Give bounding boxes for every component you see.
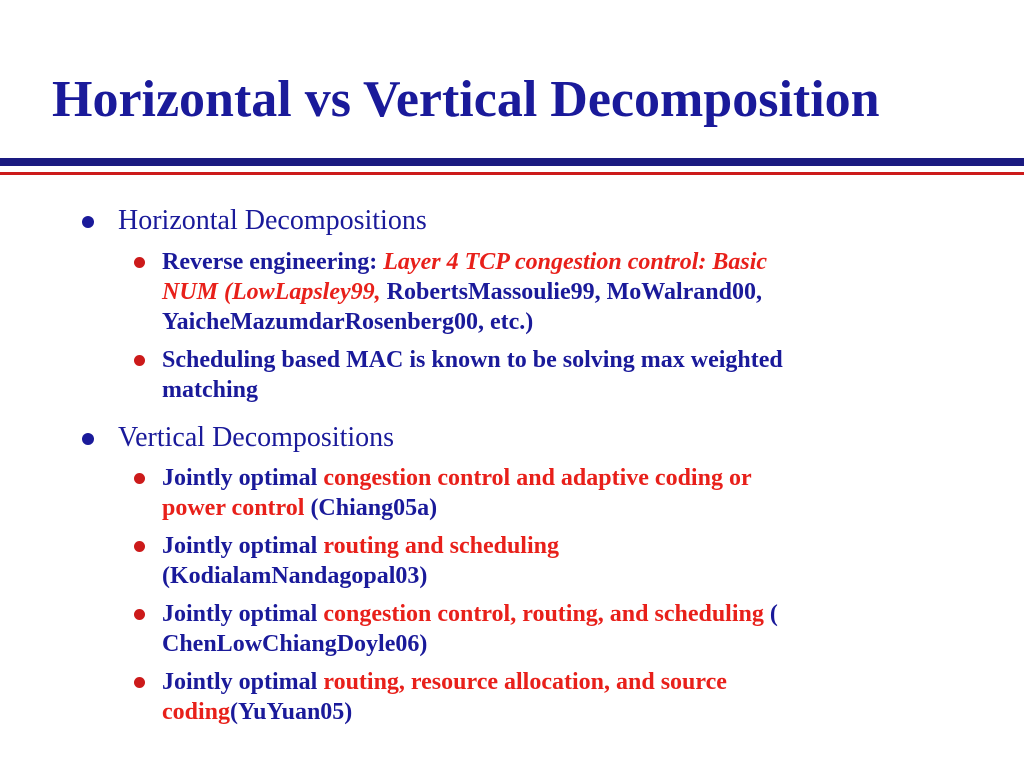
slide-title: Horizontal vs Vertical Decomposition [52, 71, 880, 128]
item-text: (YuYuan05) [230, 699, 353, 725]
list-item [162, 345, 992, 405]
item-text-red: routing, resource allocation, and source [323, 669, 727, 695]
item-text: ChenLowChiangDoyle06) [162, 631, 428, 657]
list-item [162, 599, 992, 659]
item-text-red: routing and scheduling [323, 533, 559, 559]
item-text-italic-b: : Basic [698, 249, 768, 275]
item-text-red: coding [162, 699, 231, 725]
item-text: (KodialamNandagopal03) [162, 563, 428, 589]
list-item [162, 531, 992, 591]
item-text: (Chiang05a) [304, 495, 438, 521]
item-text: matching [162, 377, 258, 403]
item-text: Reverse engineering: [162, 249, 384, 275]
item-text: Jointly optimal [162, 465, 324, 491]
bullet-dot-level2 [134, 355, 145, 366]
item-text: YaicheMazumdarRosenberg00, etc.) [162, 309, 534, 335]
item-text-italic-a: Layer 4 [383, 249, 465, 275]
item-text: Jointly optimal [162, 601, 324, 627]
bullet-dot-level2 [134, 677, 145, 688]
item-text-italic [383, 249, 464, 275]
item-text-red: congestion control and adaptive coding or [323, 465, 752, 491]
item-text: Jointly optimal [162, 533, 324, 559]
bullet-dot-level2 [134, 609, 145, 620]
list-item [162, 463, 992, 523]
item-text: ( [763, 601, 778, 627]
item-text: RobertsMassoulie99, MoWalrand00, [380, 279, 762, 305]
item-text: Jointly optimal [162, 669, 324, 695]
bullet-dot-level2 [134, 257, 145, 268]
item-text-red: congestion control, routing, and scheduling [323, 601, 764, 627]
section-heading-vertical: Vertical Decompositions [118, 422, 395, 453]
bullet-dot-level1 [82, 216, 94, 228]
bullet-dot-level1 [82, 433, 94, 445]
bullet-dot-level2 [134, 473, 145, 484]
list-item [162, 247, 992, 337]
list-item [162, 667, 992, 727]
title-rule-blue [0, 158, 1024, 166]
item-text: Scheduling based MAC is known to be solving max weighted [162, 347, 783, 373]
bullet-dot-level2 [134, 541, 145, 552]
item-text-italic-c: NUM (LowLapsley99, [162, 279, 381, 305]
item-text-red-italic: TCP congestion control [464, 249, 699, 275]
title-rule-red [0, 172, 1024, 175]
section-heading-horizontal: Horizontal Decompositions [118, 205, 427, 236]
item-text-red: power control [162, 495, 305, 521]
